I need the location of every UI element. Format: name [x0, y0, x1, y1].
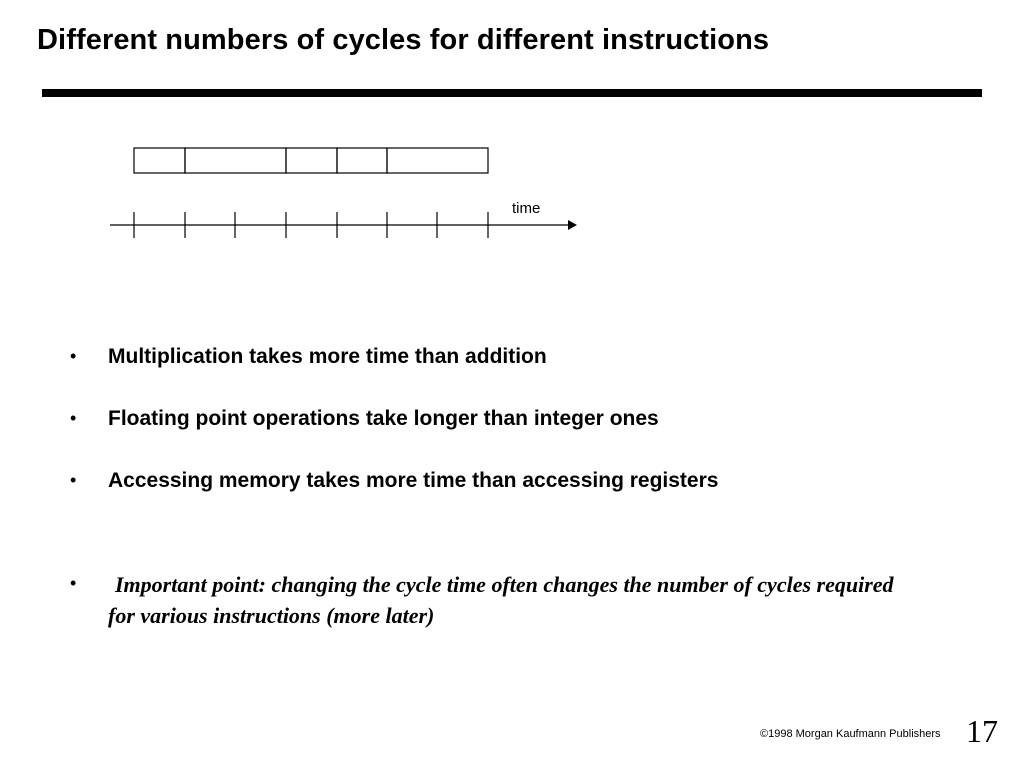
important-point: Important point: changing the cycle time often changes the number of cycles required for various instructions (more later) — [108, 572, 894, 628]
instruction-box-3 — [286, 148, 337, 173]
bullet-dot: • — [70, 470, 77, 490]
bullet-dot: • — [70, 408, 77, 428]
instruction-box-5 — [387, 148, 488, 173]
instruction-box-4 — [337, 148, 387, 173]
copyright-footer: ©1998 Morgan Kaufmann Publishers — [760, 728, 941, 740]
bullet-dot: • — [70, 346, 77, 366]
bullet-item: Multiplication takes more time than addition — [108, 345, 547, 368]
instruction-box-1 — [134, 148, 185, 173]
cycle-diagram — [0, 0, 1024, 300]
page-number: 17 — [966, 713, 998, 749]
time-axis-label: time — [512, 200, 541, 217]
time-axis-arrowhead — [568, 220, 577, 230]
bullet-dot: • — [70, 573, 77, 593]
bullet-item: Accessing memory takes more time than accessing registers — [108, 469, 719, 492]
slide-title: Different numbers of cycles for different instructions — [37, 24, 770, 56]
instruction-box-2 — [185, 148, 286, 173]
bullet-item: Floating point operations take longer than integer ones — [108, 407, 659, 430]
